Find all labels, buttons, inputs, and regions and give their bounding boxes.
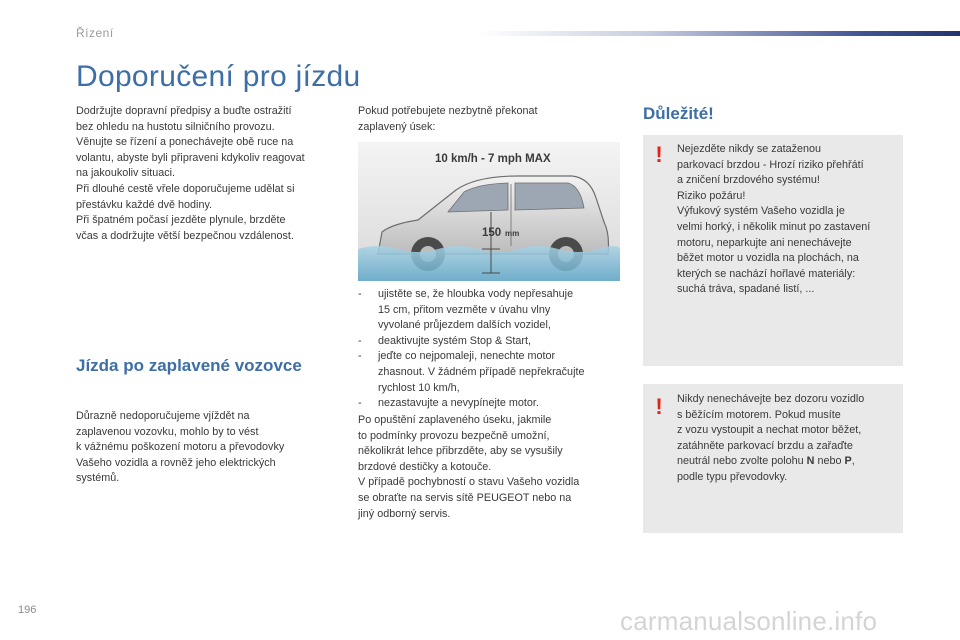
- speed-limit-label: 10 km/h - 7 mph MAX: [435, 153, 551, 165]
- flood-paragraph: Důrazně nedoporučujeme vjíždět na zaplavenou vozovku, mohlo by to vést k vážnému poškození motoru a převodovky Vašeho vozidla a rovněž jeho elektrických systémů.: [76, 410, 285, 485]
- section-label: Řízení: [76, 26, 114, 40]
- page-title: Doporučení pro jízdu: [76, 60, 361, 93]
- car-window-rear: [515, 183, 584, 210]
- important-heading: Důležité!: [643, 104, 714, 123]
- watermark: carmanualsonline.info: [620, 606, 878, 636]
- warning-box-parking-brake: [643, 135, 903, 366]
- flood-intro-paragraph: Pokud potřebujete nezbytně překonat zaplavený úsek:: [358, 105, 538, 133]
- intro-paragraph: Dodržujte dopravní předpisy a buďte ostražití bez ohledu na hustotu silničního provozu. Věnujte se řízení a ponechávejte obě ruce na volantu, abyste byli připraveni kdykoliv reagovat na jakoukoliv situaci. Při dlouhé cestě vřele doporučujeme udělat si přestávku každé dvě hodiny. Při špatném počasí jezděte plynule, brzděte včas a dodržujte větší bezpečnou vzdálenost.: [76, 105, 305, 242]
- warning-box-running-engine: [643, 384, 903, 533]
- exclamation-icon: !: [655, 142, 663, 167]
- warning-text: Nejezděte nikdy se zataženou parkovací brzdou - Hrozí riziko přehřátí a zničení brzdového systému! Riziko požáru! Výfukový systém Vašeho vozidla je velmi horký, i několik minut po zastavení motoru, neparkujte ani nenechávejte běžet motor u vozidla na plochách, na kterých se nachází hořlavé materiály: suchá tráva, spadané listí, ...: [677, 143, 871, 296]
- flood-instructions-list: [358, 287, 620, 412]
- warning-text: Nikdy nenechávejte bez dozoru vozidlo s běžícím motorem. Pokud musíte z vozu vystoupit a nechat motor běžet, zatáhněte parkovací brzdu a zařaďte neutrál nebo zvolte polohu N nebo P, podle typu převodovky.: [677, 393, 865, 483]
- flooded-road-illustration: [358, 142, 620, 281]
- after-flood-paragraph: Po opuštění zaplaveného úseku, jakmile to podmínky provozu bezpečně umožní, několikrát lehce přibrzděte, aby se vysušily brzdové destičky a kotouče. V případě pochybností o stavu Vašeho vozidla se obraťte na servis sítě PEUGEOT nebo na jiný odborný servis.: [358, 414, 580, 520]
- header-bar: [480, 31, 960, 36]
- list-item: - ujistěte se, že hloubka vody nepřesahuje 15 cm, přitom vezměte v úvahu vlny vyvolané průjezdem dalších vozidel,: [358, 288, 574, 332]
- list-item: - jeďte co nejpomaleji, nenechte motor zhasnout. V žádném případě nepřekračujte rychlost 10 km/h,: [358, 350, 585, 394]
- page-number: 196: [18, 604, 37, 616]
- flood-heading: Jízda po zaplavené vozovce: [76, 356, 302, 375]
- depth-value-label: 150: [482, 227, 502, 239]
- list-item: - nezastavujte a nevypínejte motor.: [358, 397, 539, 410]
- list-item: - deaktivujte systém Stop & Start,: [358, 334, 532, 347]
- exclamation-icon: !: [655, 394, 663, 419]
- depth-unit-label: mm: [505, 229, 520, 238]
